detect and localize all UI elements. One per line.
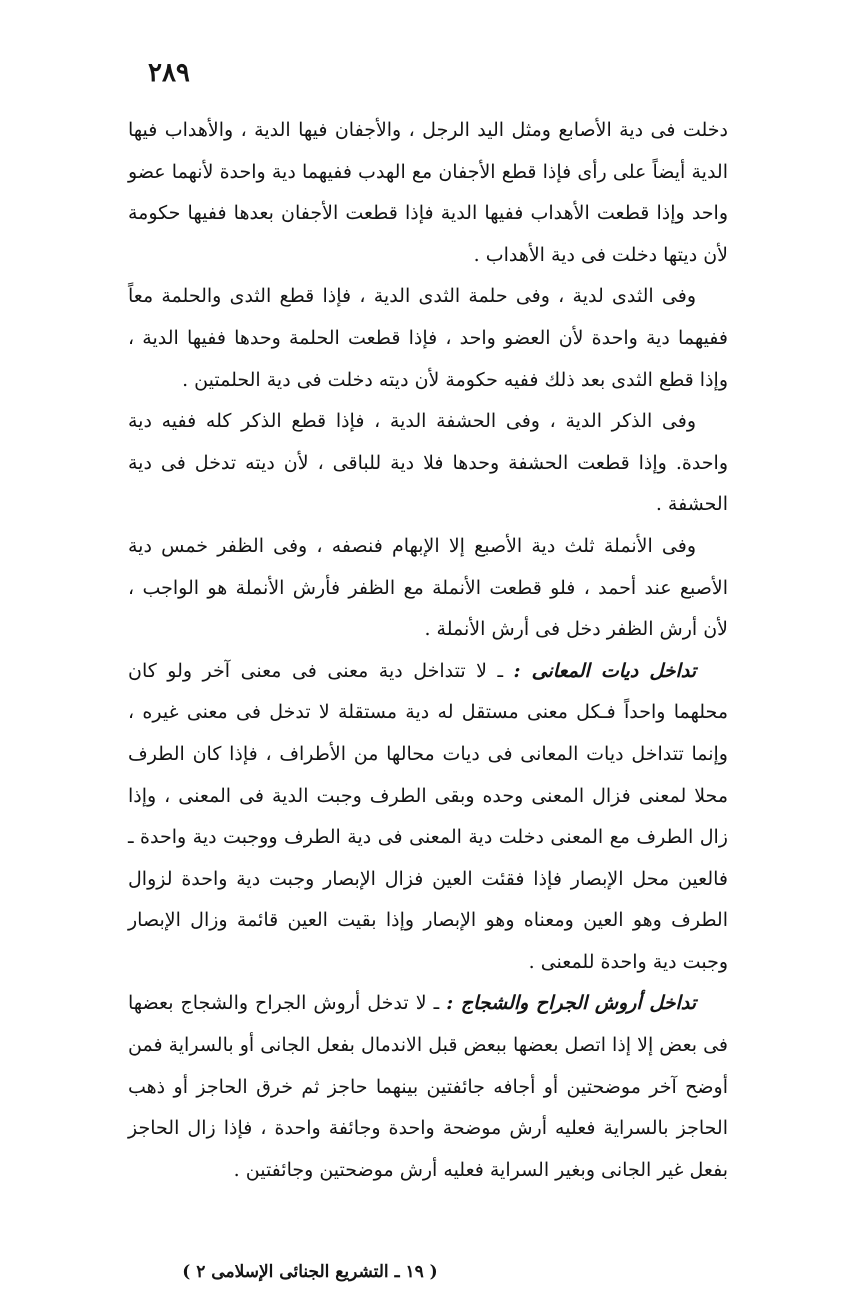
paragraph-text: ـ لا تدخل أروش الجراح والشجاج بعضها فى بعض إلا إذا اتصل بعضها ببعض قبل الاندمال بفعل الجانى أو بالسراية فمن أوضح آخر موضحتين أو أجافه جائفتين بينهما حاجز ثم خرق الحاجز أو ذهب الحاجز بالسراية فعليه أرش موضحة واحدة وجائفة واحدة ، فإذا زال الحاجز بفعل غير الجانى وبغير السراية فعليه أرش موضحتين وجائفتين . [128, 992, 728, 1181]
paragraph-text: وفى الأنملة ثلث دية الأصبع إلا الإبهام فنصفه ، وفى الظفر خمس دية الأصبع عند أحمد ، فلو قطعت الأنملة مع الظفر فأرش الأنملة هو الواجب ، لأن أرش الظفر دخل فى أرش الأنملة . [128, 534, 728, 641]
body-text [128, 110, 728, 1191]
paragraph-text: ـ لا تتداخل دية معنى فى معنى آخر ولو كان محلهما واحداً فـكل معنى مستقل له دية مستقلة لا تدخل فى معنى غيره ، وإنما تتداخل ديات المعانى فى ديات محالها من الأطراف ، فإذا كان الطرف محلا لمعنى فزال المعنى وحده وبقى الطرف وجبت الدية فى المعنى ، وإذا زال الطرف مع المعنى دخلت دية المعنى فى دية الطرف ووجبت دية واحدة ـ فالعين محل الإبصار فإذا فقئت العين فزال الإبصار وجبت دية واحدة لزوال الطرف وهو العين ومعناه وهو الإبصار وإذا بقيت العين قائمة وزال الإبصار وجبت دية واحدة للمعنى . [128, 659, 728, 973]
paragraph-eyelids [128, 110, 728, 276]
section-heading: تداخل ديات المعانى : [513, 659, 697, 682]
section-heading: تداخل أروش الجراح والشجاج : [446, 992, 696, 1015]
paragraph-breast [128, 276, 728, 401]
paragraph-fingertip [128, 526, 728, 651]
page-footer: ( ١٩ ـ التشريع الجنائى الإسلامى ٢ ) [182, 1262, 438, 1282]
paragraph-text: وفى الذكر الدية ، وفى الحشفة الدية ، فإذا قطع الذكر كله ففيه دية واحدة. وإذا قطعت الحشفة وحدها فلا دية للباقى ، لأن ديته تدخل فى دية الحشفة . [128, 410, 728, 516]
paragraph-text: دخلت فى دية الأصابع ومثل اليد الرجل ، والأجفان فيها الدية ، والأهداب فيها الدية أيضاً على رأى فإذا قطع الأجفان مع الهدب ففيهما دية واحدة لأنهما عضو واحد وإذا قطعت الأهداب ففيها الدية فإذا قطعت الأجفان بعدها ففيها حكومة لأن ديتها دخلت فى دية الأهداب . [128, 119, 728, 266]
page-number: ٢٨٩ [148, 58, 190, 88]
paragraph-wounds [128, 983, 728, 1191]
paragraph-text: وفى الثدى لدية ، وفى حلمة الثدى الدية ، فإذا قطع الثدى والحلمة معاً ففيهما دية واحدة لأن العضو واحد ، فإذا قطعت الحلمة وحدها ففيها الدية ، وإذا قطع الثدى بعد ذلك ففيه حكومة لأن ديته دخلت فى دية الحلمتين . [128, 285, 728, 391]
paragraph-meanings [128, 651, 728, 984]
paragraph-dhakar [128, 401, 728, 526]
